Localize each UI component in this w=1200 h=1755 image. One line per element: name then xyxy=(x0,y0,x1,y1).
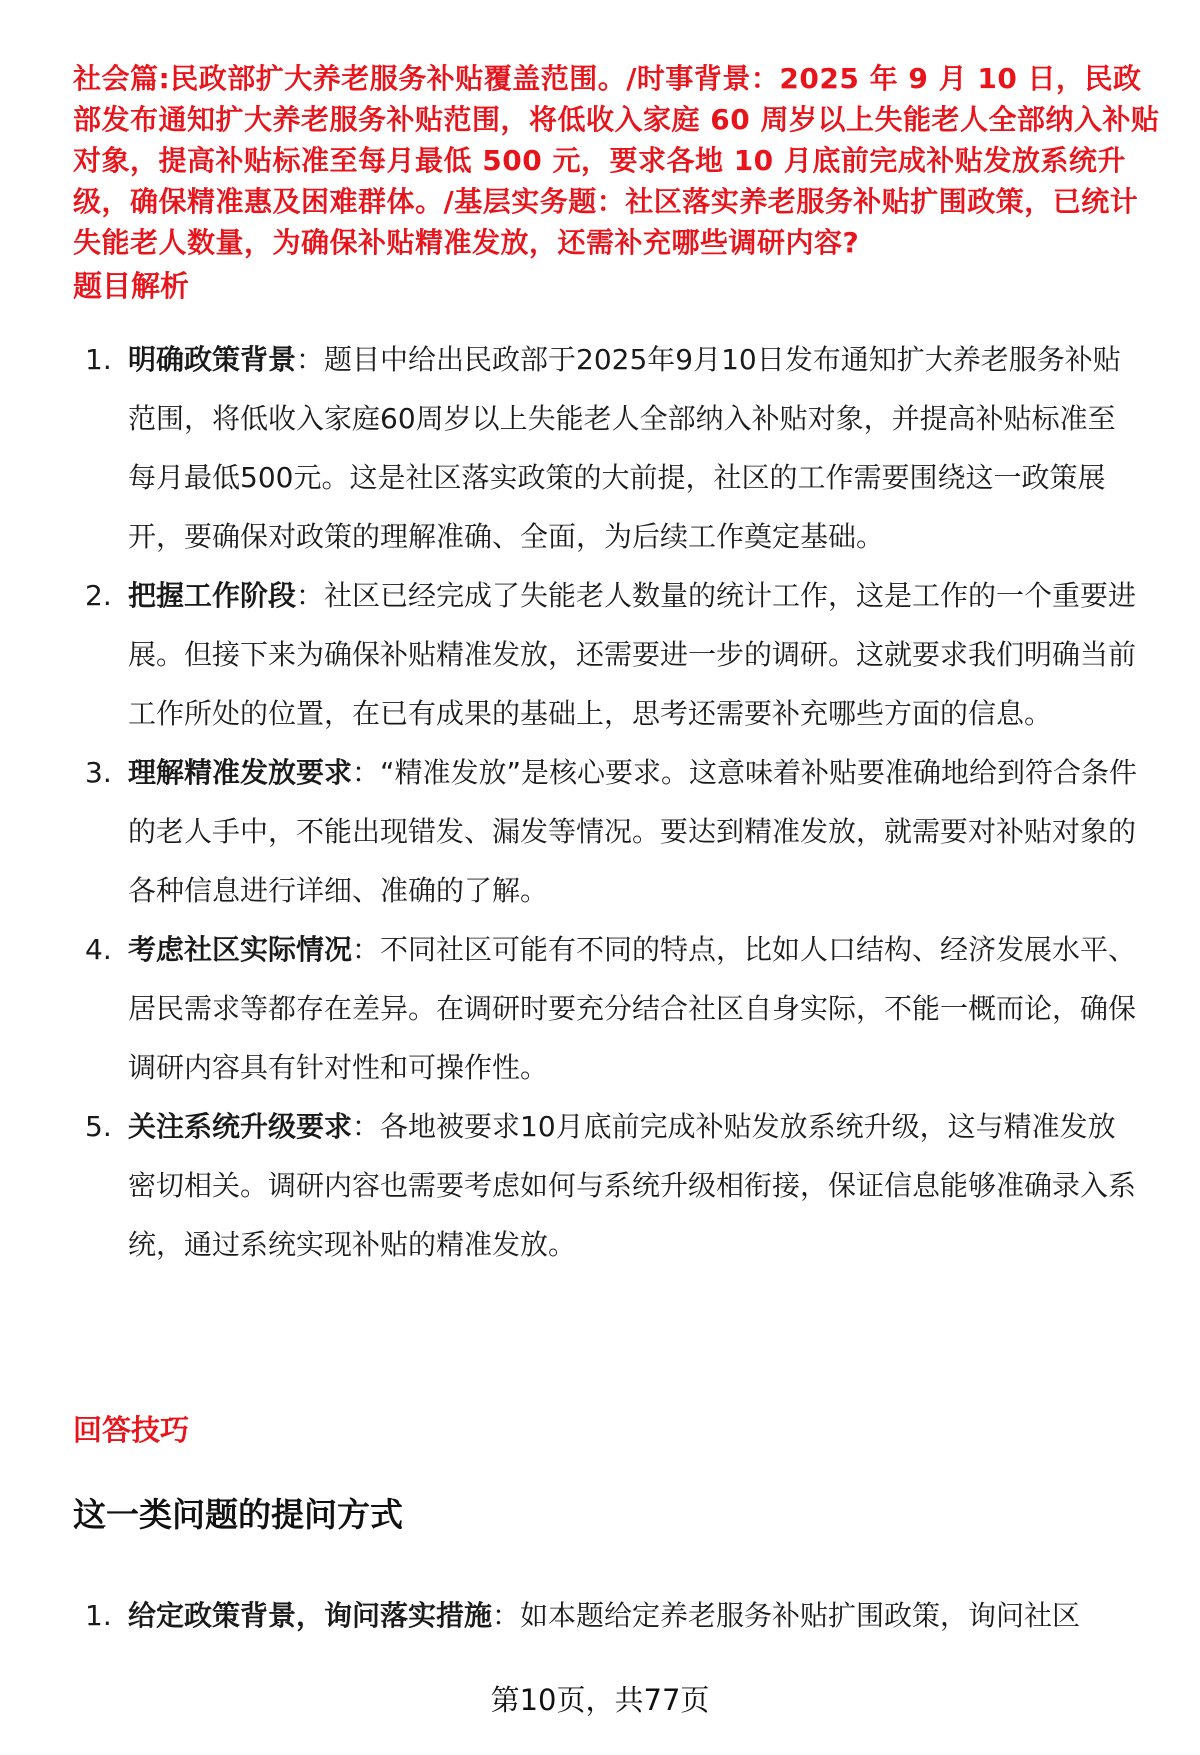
item-text: ：不同社区可能有不同的特点，比如人口结构、经济发展水平、居民需求等都存在差异。在调研时要充分结合社区自身实际，不能一概而论，确保调研内容具有针对性和可操作性。 xyxy=(128,933,1137,1084)
item-number: 3. xyxy=(85,756,112,789)
analysis-title: 题目解析 xyxy=(73,269,190,303)
page-footer: 第10页，共77页 xyxy=(490,1683,710,1717)
question-text: 社会篇:民政部扩大养老服务补贴覆盖范围。/时事背景：2025 年 9 月 10 日，民政部发布通知扩大养老服务补贴范围，将低收入家庭 60 周岁以上失能老人全部纳入补贴对象，提高补贴标准至每月最低 500 元，要求各地 10 月底前完成补贴发放系统升级，确保精准惠及困难群体。/基层实务题：社区落实养老服务补贴扩围政策，已统计失能老人数量，为确保补贴精准发放，还需补充哪些调研内容? xyxy=(73,62,1160,259)
list-item xyxy=(73,1586,1143,1645)
item-number: 5. xyxy=(85,1110,112,1143)
list-item xyxy=(73,743,1143,920)
item-label: 关注系统升级要求 xyxy=(128,1110,353,1143)
item-label: 考虑社区实际情况 xyxy=(128,933,353,966)
item-text: ：如本题给定养老服务补贴扩围政策，询问社区 xyxy=(492,1599,1081,1632)
item-number: 4. xyxy=(85,933,112,966)
tips-title: 回答技巧 xyxy=(73,1413,190,1447)
item-number: 1. xyxy=(85,343,112,376)
item-text: ：题目中给出民政部于2025年9月10日发布通知扩大养老服务补贴范围，将低收入家庭60周岁以上失能老人全部纳入补贴对象，并提高补贴标准至每月最低500元。这是社区落实政策的大前提，社区的工作需要围绕这一政策展开，要确保对政策的理解准确、全面，为后续工作奠定基础。 xyxy=(128,343,1121,553)
list-item xyxy=(73,566,1143,743)
list-item xyxy=(73,920,1143,1097)
tips-subtitle: 这一类问题的提问方式 xyxy=(73,1495,403,1534)
item-label: 明确政策背景 xyxy=(128,343,297,376)
item-label: 把握工作阶段 xyxy=(128,579,297,612)
tips-list xyxy=(73,1586,1143,1645)
item-label: 给定政策背景，询问落实措施 xyxy=(128,1599,493,1632)
item-text: ：社区已经完成了失能老人数量的统计工作，这是工作的一个重要进展。但接下来为确保补贴精准发放，还需要进一步的调研。这就要求我们明确当前工作所处的位置，在已有成果的基础上，思考还需要补充哪些方面的信息。 xyxy=(128,579,1137,730)
item-number: 2. xyxy=(85,579,112,612)
analysis-list xyxy=(73,330,1143,1274)
item-number: 1. xyxy=(85,1599,112,1632)
item-text: ：“精准发放”是核心要求。这意味着补贴要准确地给到符合条件的老人手中，不能出现错发、漏发等情况。要达到精准发放，就需要对补贴对象的各种信息进行详细、准确的了解。 xyxy=(128,756,1138,907)
item-text: ：各地被要求10月底前完成补贴发放系统升级，这与精准发放密切相关。调研内容也需要考虑如何与系统升级相衔接，保证信息能够准确录入系统，通过系统实现补贴的精准发放。 xyxy=(128,1110,1137,1261)
list-item xyxy=(73,330,1143,566)
item-label: 理解精准发放要求 xyxy=(128,756,353,789)
list-item xyxy=(73,1097,1143,1274)
